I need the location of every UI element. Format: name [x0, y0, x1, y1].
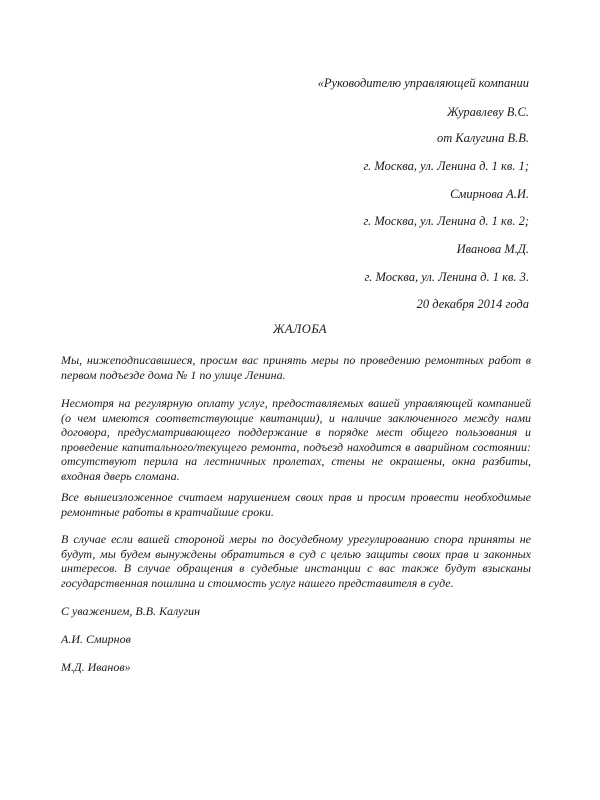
sender-name-3: Иванова М.Д.	[456, 242, 529, 256]
sender-line: от Калугина В.В.	[436, 131, 529, 145]
sender-address-3: г. Москва, ул. Ленина д. 1 кв. 3.	[364, 270, 529, 284]
sender-name-2: Смирнова А.И.	[450, 187, 529, 201]
paragraph-4: В случае если вашей стороной меры по досудебному урегулированию спора приняты не будут, мы будем вынуждены обратиться в суд с целью защиты своих прав и законных интересов. В случае обращения в судебные инстанции с вас также будут взысканы государственная пошлина и стоимость услуг нашего представителя в суде.	[61, 532, 531, 590]
signature-kalugin: С уважением, В.В. Калугин	[61, 604, 201, 618]
addressee-line: «Руководителю управляющей компании	[317, 76, 529, 90]
sender-address-2: г. Москва, ул. Ленина д. 1 кв. 2;	[363, 214, 529, 228]
signature-smirnov: А.И. Смирнов	[61, 632, 131, 646]
document-title: ЖАЛОБА	[272, 322, 327, 336]
paragraph-1: Мы, нижеподписавшиеся, просим вас принять меры по проведению ремонтных работ в первом подъезде дома № 1 по улице Ленина.	[61, 353, 531, 382]
signature-ivanov: М.Д. Иванов»	[61, 660, 131, 674]
sender-address-1: г. Москва, ул. Ленина д. 1 кв. 1;	[363, 159, 529, 173]
addressee-name: Журавлеву В.С.	[446, 105, 529, 119]
document-date: 20 декабря 2014 года	[416, 297, 529, 311]
paragraph-2: Несмотря на регулярную оплату услуг, предоставляемых вашей управляющей компанией (о чем имеются соответствующие квитанции), и наличие заключенного между нами договора, предусматривающего поддержание в порядке мест общего пользования и проведение капитального/текущего ремонта, подъезд находится в аварийном состоянии: отсутствуют перила на лестничных пролетах, стены не окрашены, окна разбиты, входная дверь сломана.	[61, 396, 531, 483]
paragraph-3: Все вышеизложенное считаем нарушением своих прав и просим провести необходимые ремонтные работы в кратчайшие сроки.	[61, 490, 531, 519]
